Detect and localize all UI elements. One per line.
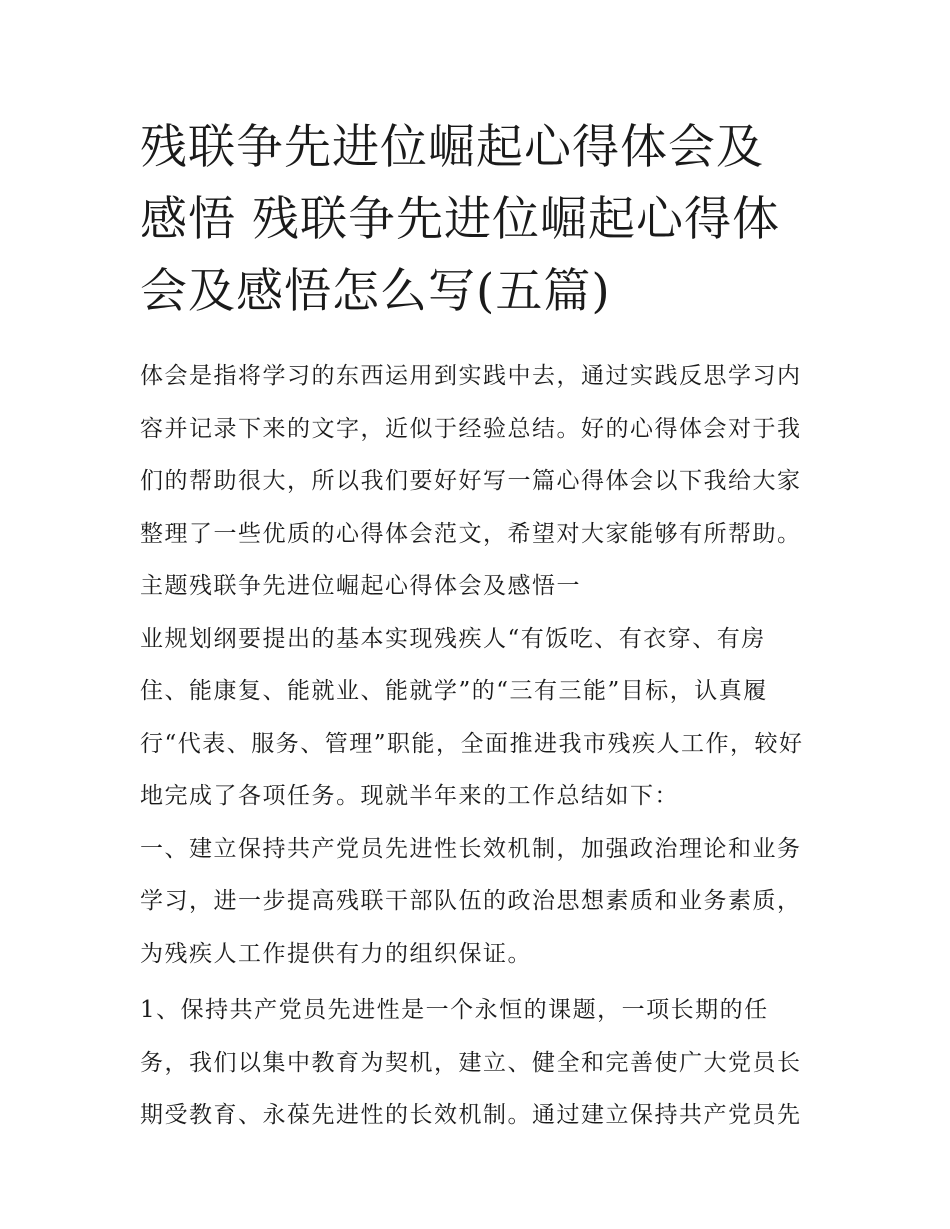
paragraph-line: 住、能康复、能就业、能就学”的“三有三能”目标，认真履 [140, 678, 768, 704]
title-line: 感悟 残联争先进位崛起心得体 [140, 192, 780, 247]
intro-line: 整理了一些优质的心得体会范文，希望对大家能够有所帮助。 [140, 520, 802, 547]
paragraph-line: 为残疾人工作提供有力的组织保证。 [140, 940, 532, 967]
document-page [140, 112, 820, 1142]
document-title [140, 112, 820, 328]
title-line: 残联争先进位崛起心得体会及 [140, 120, 764, 175]
section-heading: 主题残联争先进位崛起心得体会及感悟一 [140, 573, 581, 599]
paragraph-line: 地完成了各项任务。现就半年来的工作总结如下： [140, 783, 679, 809]
intro-line: 体会是指将学习的东西运用到实践中去，通过实践反思学习内 [140, 363, 802, 389]
paragraph-line: 学习，进一步提高残联干部队伍的政治思想素质和业务素质， [140, 888, 802, 914]
intro-line: 们的帮助很大，所以我们要好好写一篇心得体会以下我给大家 [140, 468, 802, 494]
title-line: 会及感悟怎么写(五篇) [140, 264, 611, 319]
paragraph-line: 行“代表、服务、管理”职能，全面推进我市残疾人工作，较好 [140, 730, 804, 757]
document-body [140, 350, 820, 1142]
intro-line: 容并记录下来的文字，近似于经验总结。好的心得体会对于我 [140, 415, 802, 442]
paragraph-line: 业规划纲要提出的基本实现残疾人“有饭吃、有衣穿、有房 [140, 625, 766, 652]
paragraph-line: 1、保持共产党员先进性是一个永恒的课题，一项长期的任 [140, 997, 769, 1023]
paragraph-line: 一、建立保持共产党员先进性长效机制，加强政治理论和业务 [140, 835, 802, 862]
paragraph-line: 务，我们以集中教育为契机，建立、健全和完善使广大党员长 [140, 1049, 802, 1076]
paragraph-line: 期受教育、永葆先进性的长效机制。通过建立保持共产党员先 [140, 1102, 802, 1128]
